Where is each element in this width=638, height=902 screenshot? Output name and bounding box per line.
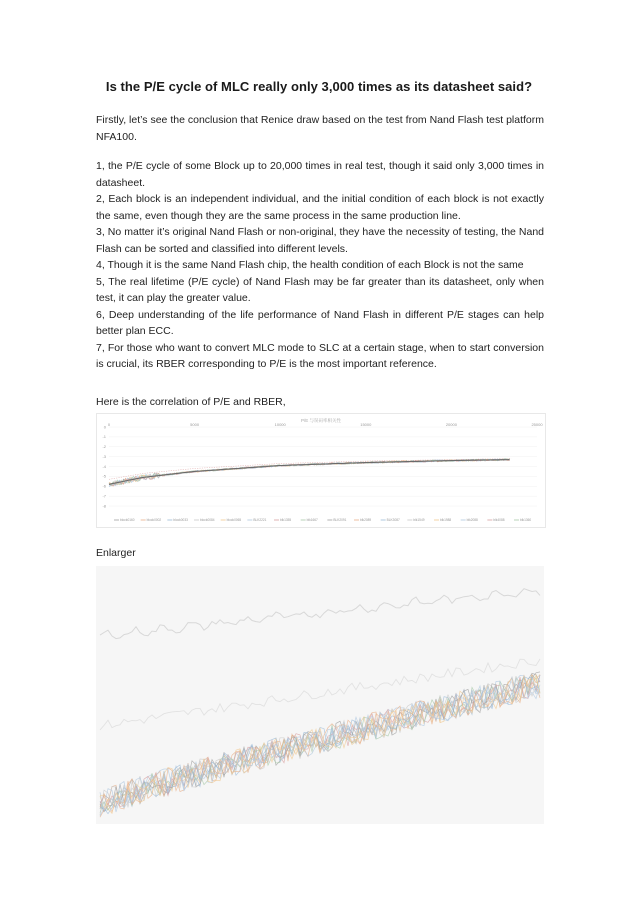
legend-label: blk1549 — [413, 518, 425, 523]
legend-label: blk4088 — [493, 518, 505, 523]
x-tick-label: 10000 — [274, 422, 286, 427]
legend-label: blk1360 — [520, 518, 532, 523]
y-tick-label: -1 — [102, 434, 106, 440]
correlation-label: Here is the correlation of P/E and RBER, — [96, 396, 286, 408]
conclusion-point-5: 5, The real lifetime (P/E cycle) of Nand Flash may be far greater than its datasheet, only when test, it can play the greater value. — [96, 275, 544, 304]
legend-label: block0160 — [120, 518, 135, 523]
pe-rber-chart — [96, 413, 546, 528]
conclusion-point-7: 7, For those who want to convert MLC mode to SLC at a certain stage, when to start conversion is crucial, its RBER corresponding to P/E is the most important reference. — [96, 341, 544, 370]
y-tick-label: -3 — [102, 453, 106, 459]
x-tick-label: 5000 — [190, 422, 200, 427]
conclusion-list — [96, 158, 544, 373]
x-tick-label: 25000 — [531, 422, 543, 427]
chart-title: P/E 与误码率相关性 — [300, 418, 342, 423]
legend-label: blk2089 — [360, 518, 372, 523]
y-tick-label: -5 — [102, 473, 106, 479]
legend-label: block0084 — [200, 518, 215, 523]
legend-label: blk2088 — [466, 518, 478, 523]
conclusion-point-4: 4, Though it is the same Nand Flash chip, the health condition of each Block is not the same — [96, 259, 524, 271]
legend-label: block0065 — [226, 518, 242, 523]
series-line-8 — [109, 459, 510, 486]
conclusion-point-1: 1, the P/E cycle of some Block up to 20,000 times in real test, though it said only 3,000 times in datasheet. — [96, 160, 544, 189]
y-tick-label: 0 — [103, 424, 106, 430]
y-tick-label: -7 — [102, 493, 106, 499]
enlarged-chart — [96, 566, 544, 824]
legend-label: blk1667 — [306, 518, 318, 523]
y-tick-label: -6 — [102, 483, 106, 489]
conclusion-point-6: 6, Deep understanding of the life performance of Nand Flash in different P/E stages can help better plan ECC. — [96, 308, 544, 337]
conclusion-point-3: 3, No matter it’s original Nand Flash or non-original, they have the necessity of testing, the Nand Flash can be sorted and classified into different levels. — [96, 226, 544, 255]
x-tick-label: 0 — [107, 422, 111, 427]
legend-label: block0033 — [173, 518, 188, 523]
enlarged-chart-svg — [96, 566, 544, 824]
zoom-series-line-13 — [100, 675, 540, 813]
average-series-line — [109, 460, 510, 485]
series-line-6 — [109, 459, 510, 487]
intro-paragraph: Firstly, let’s see the conclusion that Renice draw based on the test from Nand Flash test platform NFA100. — [96, 114, 544, 143]
zoom-series-line-11 — [100, 675, 540, 814]
zoom-upper-line — [100, 589, 540, 639]
document-title: Is the P/E cycle of MLC really only 3,000 times as its datasheet said? — [105, 79, 533, 94]
y-tick-label: -8 — [102, 503, 106, 509]
legend-label: blk1988 — [440, 518, 452, 523]
y-tick-label: -4 — [102, 463, 106, 469]
series-line-7 — [109, 459, 510, 486]
pe-rber-chart-svg — [97, 414, 545, 527]
zoom-mid-line — [100, 659, 540, 730]
enlarger-label: Enlarger — [96, 547, 136, 559]
y-tick-label: -2 — [102, 444, 106, 450]
series-line-1 — [109, 459, 510, 486]
x-tick-label: 20000 — [445, 422, 457, 427]
conclusion-point-2: 2, Each block is an independent individual, and the initial condition of each block is not exactly the same, even though they are the same process in the same production line. — [96, 193, 544, 222]
legend-label: BLK3087 — [386, 518, 400, 523]
legend-label: BLK2221 — [253, 518, 267, 523]
series-line-3 — [109, 459, 510, 487]
series-line-2 — [109, 459, 510, 486]
series-line-5 — [109, 459, 510, 486]
x-tick-label: 15000 — [360, 422, 372, 427]
legend-label: block0002 — [146, 518, 162, 523]
series-line-4 — [109, 459, 510, 485]
legend-label: BLK2091 — [333, 518, 347, 523]
legend-label: blk1355 — [280, 518, 292, 523]
